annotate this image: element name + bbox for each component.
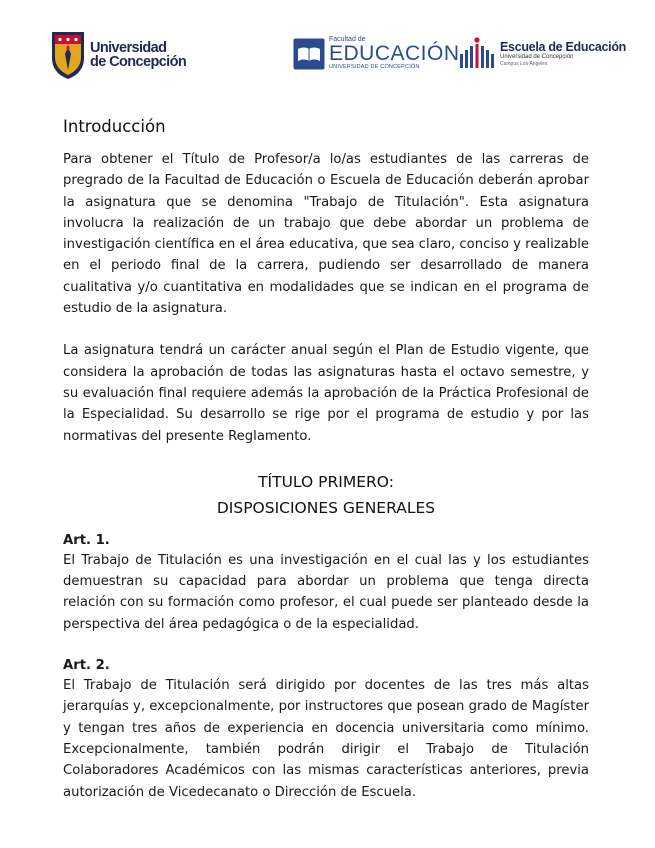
article-1-text: El Trabajo de Titulación es una investigación en el cual las y los estudiantes demuestran su capacidad para abordar un problema que tenga directa relación con su formación como profesor, el cual puede ser planteado desde la perspectiva del área pedagógica o de la especialidad. bbox=[63, 552, 589, 632]
educacion-logo-top: Facultad de bbox=[329, 36, 366, 43]
intro-heading: Introducción bbox=[63, 117, 166, 136]
bars-figure-icon bbox=[458, 36, 496, 70]
udec-logo bbox=[50, 30, 186, 80]
section-title-line2: DISPOSICIONES GENERALES bbox=[216, 498, 436, 517]
educacion-logo-bottom: UNIVERSIDAD DE CONCEPCIÓN bbox=[329, 64, 420, 70]
page-header bbox=[0, 0, 655, 100]
document-body bbox=[63, 110, 589, 803]
escuela-logo bbox=[458, 36, 626, 70]
escuela-logo-name: Escuela de Educación bbox=[500, 39, 626, 54]
udec-logo-line2: de Concepción bbox=[90, 54, 187, 70]
article-2-text: El Trabajo de Titulación será dirigido por docentes de las tres más altas jerarquías y, excepcionalmente, por instructores que posean grado de Magíster y tengan tres años de experiencia en docencia universitaria como mínimo. Excepcionalmente, también podrán dirigir el Trabajo de Titulación Colaboradores Académicos con las mismas características anteriores, previa autorización de Vicedecanato o Dirección de Escuela. bbox=[63, 678, 589, 800]
educacion-logo-name: EDUCACIÓN bbox=[329, 42, 460, 65]
section-title-line1: TÍTULO PRIMERO: bbox=[258, 472, 394, 491]
escuela-logo-line2: Universidad de Concepción bbox=[500, 53, 574, 60]
open-book-icon bbox=[293, 38, 325, 70]
intro-paragraph-1: Para obtener el Título de Profesor/a lo/as estudiantes de las carreras de pregrado de la Facultad de Educación o Escuela de Educación deberán aprobar la asignatura que se denomina "Trabajo de Titulación". Esta asignatura involucra la realización de un trabajo que debe abordar un problema de investigación científica en el área educativa, que sea claro, conciso y realizable en el periodo final de la carrera, pudiendo ser desarrollado de manera cualitativa y/o cuantitativa en modalidades que se indican en el programa de estudio de la asignatura. bbox=[63, 152, 589, 317]
shield-logo-icon bbox=[50, 30, 86, 80]
intro-paragraph-2: La asignatura tendrá un carácter anual según el Plan de Estudio vigente, que considera la aprobación de todas las asignaturas hasta el octavo semestre, y su evaluación final requiere además la aprobación de la Práctica Profesional de la Especialidad. Su desarrollo se rige por el programa de estudio y por las normativas del presente Reglamento. bbox=[63, 343, 589, 444]
article-2-heading: Art. 2. bbox=[63, 658, 110, 674]
escuela-logo-line3: Campus Los Ángeles bbox=[500, 60, 548, 67]
udec-logo-line1: Universidad bbox=[90, 40, 167, 56]
educacion-logo bbox=[293, 36, 460, 71]
section-title bbox=[63, 469, 589, 521]
article-1-heading: Art. 1. bbox=[63, 532, 110, 548]
